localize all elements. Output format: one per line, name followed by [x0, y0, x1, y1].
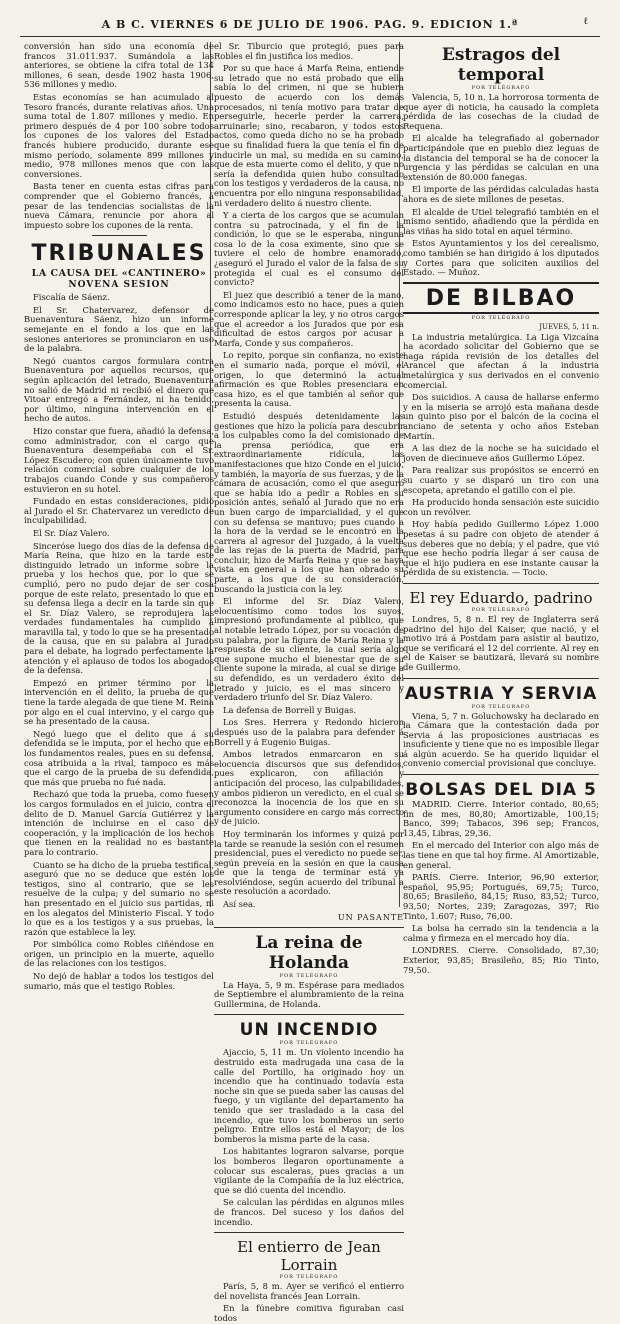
separator — [92, 235, 147, 236]
bilbao-box — [403, 282, 599, 314]
column-3 — [403, 42, 599, 975]
paragraph: París, 5, 8 m. Ayer se verificó el entierro del novelista francés Jean Lorrain. — [214, 1281, 404, 1301]
paragraph: Se calculan las pérdidas en algunos miles de francos. Del suceso y los daños del incendio. — [214, 1197, 404, 1227]
paragraph: Estos Ayuntamientos y los del cerealismo, como también se han dirigido á los diputados y Cortes para que soliciten auxilios del Estado. — Muñoz. — [403, 238, 599, 278]
pasante-signature: UN PASANTE — [337, 912, 404, 922]
paragraph: Ha producido honda sensación este suicidio con un revólver. — [403, 497, 599, 517]
paragraph: Basta tener en cuenta estas cifras para comprender que el Gobierno francés, á pesar de las tendencias socialistas de la nueva Cámara, renuncie por ahora al impuesto sobre los cupones de la renta. — [24, 181, 214, 230]
byline: POR TELÉGRAFO — [279, 972, 339, 979]
paragraph: Así sea. — [223, 899, 256, 910]
paragraph: MADRID. Cierre. Interior contado, 80,65; fin de mes, 80,80; Amortizable, 100,15; Banco, 399; Tabacos, 396 sep; Francos, 13,45, Libras, 29,36. — [403, 799, 599, 838]
paragraph: El juez que describió a tener de la mano, como indicamos esto no hace, pues a quien corresponde aplicar la ley, y no otros cargos que el acreedor a los Jurados que por esa dificultad de estos cargos por acusar a Marfa, Conde y sus compañeros. — [214, 289, 404, 348]
separator — [403, 678, 599, 679]
austria-heading: AUSTRIA Y SERVIA — [404, 683, 598, 704]
tribunales-heading: TRIBUNALES — [31, 241, 207, 267]
holanda-heading: La reina de Holanda — [255, 932, 363, 973]
paragraph: Lo repito, porque sin confianza, no existe en el sumario nada, porque el móvil, el origen, lo que determinó la actual afirmación es que Robles presenciara en casa hizo, es el que también al señor que presenta la causa. — [214, 350, 404, 409]
paragraph: La defensa de Borrell y Buigas. — [223, 704, 357, 715]
paragraph: Hizo constar que fuera, añadió la defensa, como administrador, con el cargo que Buenaventura desempeñaba con el Sr. López Escudero; con quien únicamente tuvo relación comercial sobre cualquier de los trabajos cuando Conde y sus compañeros estuvieron en su hotel. — [24, 426, 214, 494]
paragraph: conversión han sido una economía de francos 31.011.937. Sumándola a las anteriores, se obtiene la cifra total de 134 millones, 6 sean, desde 1902 hasta 1906, 536 millones y medio. — [24, 41, 214, 90]
column-1 — [24, 41, 214, 991]
paragraph: El informe del Sr. Díaz Valero, elocuentísimo como todos los suyos, impresionó profundamente al público, que al notable letrado López, por su vocación de su palabra, por la figura de María Reina y la respuesta de su cliente, la cual sería algo que supone mucho el bienestar que de su cliente supone la mirada, al cual se dirige a su defendido, es un verdadero éxito del letrado y juicio, es el mas sincero y verdadero triunfo del Sr. Díaz Valero. — [214, 596, 404, 703]
byline: POR TELÉGRAFO — [471, 703, 531, 710]
paragraph: Hoy había pedido Guillermo López 1.000 pesetas á su padre con objeto de atender á sus deberes que no debía; y el padre, que vió que ese hecho podría llegar á ser causa de que el hijo pudiera en ese instante causar la pérdida de su existencia. — Tocio. — [403, 519, 599, 578]
paragraph: Viena, 5, 7 n. Goluchowsky ha declarado en la Cámara que la contestación dada por Servia á las proposiciones austriacas es insuficiente y tiene que no es imposible llegar á algún acuerdo. Se ha querido liquidar el convenio comercial provisional que concluye. — [403, 710, 599, 769]
paragraph: La industria metalúrgica. La Liga Vizcaína ha acordado solicitar del Gobierno que se haga rápida revisión de los detalles del Arancel que afectan á la industria metalúrgica y sus derivados en el convenio comercial. — [403, 331, 599, 390]
lorrain-heading: El entierro de Jean Lorrain — [237, 1238, 381, 1275]
paragraph: En el mercado del Interior con algo más de las tiene en que tal hoy firme. Al Amortizable, en general. — [403, 840, 599, 870]
masthead: A B C. VIERNES 6 DE JULIO DE 1906. PAG. 9. EDICION 1.ª — [101, 18, 519, 31]
corner-mark: ℓ — [583, 16, 588, 27]
paragraph: El alcalde de Utiel telegrafió también en el mismo sentido, añadiendo que la pérdida en las viñas ha sido total en aquel término. — [403, 206, 599, 236]
separator — [214, 1014, 404, 1015]
paragraph: Hoy terminarán los informes y quizá por la tarde se reanude la sesión con el resumen presidencial, pues el veredicto no puede ser, según preveía en la sesión en que la causa de que la tenga de terminar está ya resolviéndose, según acuerdo del tribunal a este resolución a acordado. — [214, 828, 405, 897]
incendio-heading: UN INCENDIO — [239, 1020, 379, 1041]
paragraph: Estas economías se han acumulado al Tesoro francés, durante relativas años. Una suma total de 1.807 millones y medio. En primero después de 4 por 100 sobre todos los cupones de los valores del Estado francés hubiere producido, durante ese mismo período, solamente 899 millones y medio, 978 millones menos que con las conversiones. — [24, 91, 214, 179]
dateline: JUEVES, 5, 11 n. — [539, 322, 599, 331]
estragos-heading: Estragos del temporal — [441, 45, 561, 85]
tribunales-session: NOVENA SESION — [68, 280, 170, 291]
byline: POR TELÉGRAFO — [471, 314, 531, 321]
bilbao-heading: DE BILBAO — [425, 285, 577, 311]
separator — [403, 774, 599, 775]
separator — [214, 927, 404, 928]
paragraph: Por su que hace á Marfa Reina, entiende su letrado que no está probado que ella sabía lo del crimen, ni que se hubiera puesto de acuerdo con los demás procesados, ni tenía motivo para tratar de perseguirle, hecerle perder la carrera, arruinarle; sino, recabaron, y todos estos actos, como queda dicho no se ha probado que su finalidad fuera la que tenía el fin de inducirle un mal, su medida en su camino, que de esta muerte como el delito, y que no sería la defendida quien hubo consultado con los testigos y verdaderos de la causa, no encuentra por ello ninguna responsabilidad, ni verdadero delito á nuestro cliente. — [214, 63, 404, 208]
paragraph: El Sr. Díaz Valero. — [33, 527, 110, 538]
bolsas-heading: BOLSAS DEL DIA 5 — [405, 780, 597, 801]
paragraph: Negó luego que el delito que á su defendida se le imputa, por el hecho que en los fundamentos reales, pues en su defensa, cosa atribuida a la rival, tampoco es más que el cargo de la prueba de su defendida, que más que prueba no fué nada. — [24, 728, 214, 787]
paragraph: El Sr. Chatervarez, defensor de Buenaventura Sáenz, hizo un informe semejante en el fondo a los que en las sesiones anteriores se pronunciaron en uso de la palabra. — [24, 304, 214, 354]
byline: POR TELÉGRAFO — [471, 606, 531, 613]
paragraph: El importe de las pérdidas calculadas hasta ahora es de siete millones de pesetas. — [403, 184, 599, 204]
paragraph: Para realizar sus propósitos se encerró en su cuarto y se disparó un tiro con una escopeta, apretando el gatillo con el pie. — [403, 465, 599, 495]
paragraph: Y a cierta de los cargos que se acumulan contra su patrocinada, y el fin de la condición, lo que se le esperaba, ninguna cosa lo de la cosa eximente, sino que se tuviere el celo de hombre enamorado, ¿aseguró el Jurado el valor de la falsa de su protegida el cual es el consumo del convicto? — [214, 210, 404, 288]
separator — [403, 583, 599, 584]
paragraph: A las diez de la noche se ha suicidado el joven de diecinueve años Guillermo López. — [403, 443, 599, 463]
column-2 — [214, 41, 405, 1323]
paragraph: Negó cuantos cargos formulara contra Buenaventura por aquellos recursos, que según aplicación del letrado, Buenaventura no salió de Madrid ni recibió el dinero que Vitoar entregó a Fernández, ni ha tenido, por último, ninguna intervención en el hecho de autos. — [24, 355, 214, 424]
byline: POR TELÉGRAFO — [279, 1274, 339, 1281]
paragraph: El alcalde ha telegrafiado al gobernador participándole que en pueblo diez leguas de la distancia del temporal se ha de conocer la urgencia y las pérdidas se calculan en una extensión de 80.000 fanegas. — [403, 133, 599, 182]
byline: POR TELÉGRAFO — [279, 1040, 339, 1047]
paragraph: Cuanto se ha dicho de la prueba testifical, aseguró que no se deduce que estén los testigos, sino al contrario, que se les resuelve de la culpa; y del sumario no se han presentado en el juicio sus partidas, ni en los alegatos del Ministerio Fiscal. Y todo lo que es a los testigos y a sus pruebas, la razón que establece la ley. — [24, 859, 214, 937]
paragraph: PARÍS. Cierre. Interior, 96,90 exterior, español, 95,95; Portugués, 69,75; Turco, 80,65; Brasileño, 84,15; Ruso, 83,52; Turco, 93,50; Nortes, 239; Zaragozas, 397; Rio Tinto, 1.607; Ruso, 76,00. — [403, 872, 599, 921]
paragraph: Los habitantes lograron salvarse, porque los bomberos llegaron oportunamente a colocar sus escaleras, pues gracias a un vigilante de la Compañía de la luz eléctrica, que se dió cuenta del incendio. — [214, 1146, 404, 1195]
paragraph: Los Sres. Herrera y Redondo hicieron después uso de la palabra para defender á Borrell y á Eugenio Buigas. — [214, 717, 404, 747]
paragraph: Ajaccio, 5, 11 m. Un violento incendio ha destruido esta madrugada una casa de la calle del Portillo, ha originado hoy un incendio que ha continuado todavía esta noche sin que se pueda saber las causas del fuego, y un vigilante del departamento ha tenido que ser trasladado a la casa del incendio, que tuvo los bomberos un serio peligro. Entre ellos está el Mayor; de los bomberos la misma parte de la casa. — [214, 1047, 404, 1144]
paragraph: Londres, 5, 8 n. El rey de Inglaterra será padrino del hijo del Kaiser, que nació, y el motivo irá á Postdam para asistir al bautizo, que se verificará el 12 del corriente. Al rey en el de Kaiser se bautizará, llevará su nombre de Guillermo. — [403, 613, 599, 672]
paragraph: La bolsa ha cerrado sin la tendencia a la calma y firmeza en el mercado hoy día. — [403, 923, 599, 943]
paragraph: Rechazó que toda la prueba, como fuesen los cargos formulados en el juicio, contra el delito de D. Manuel García Gutiérrez y la intención de incluirse en el caso de cooperación, y la implicación de los hechos que tienen en la realidad no es bastante para lo contrario. — [24, 789, 214, 857]
paragraph: La Haya, 5, 9 m. Espérase para mediados de Septiembre el alumbramiento de la reina Guillermina, de Holanda. — [214, 979, 404, 1009]
paragraph: Empezó en primer término por la intervención en el delito, la prueba de que tiene la tarde alegada de que tiene M. Reina por algo en el cual intervino, y el cargo que se ha presentado de la causa. — [24, 677, 214, 727]
paragraph: Fiscalía de Sáenz. — [33, 292, 110, 303]
separator — [214, 1232, 404, 1233]
paragraph: Por simbólica como Robles ciñéndose en origen, un principio en la muerte, aquello de las relaciones con los testigos. — [24, 939, 214, 969]
paragraph: el Sr. Tiburcio que protegió, pues para Robles el fin justifica los medios. — [214, 41, 404, 61]
paragraph: Valencia, 5, 10 n. La horrorosa tormenta de que ayer di noticia, ha causado la completa pérdida de las cosechas de la ciudad de Requena. — [403, 92, 599, 131]
paragraph: Ambos letrados enmarcaron en su elocuencia discursos que sus defendidos, pues explicaron, con afiliación y anticipación del proceso, las culpabilidades, y ambos pidieron un veredicto, en el cual se reconozca la inocencia de los que en su argumento considere en cargo más correcto y de juicio. — [214, 749, 404, 827]
paragraph: Estudió después detenidamente las gestiones que hizo la policía para descubrir a los culpables como la del comisionado de la prensa periódica, que era extraordinariamente ridícula, las manifestaciones que hizo Conde en el juicio, y también, la mayoría de sus fuerzas, y de la cámara de acusación, como el que aseguró que se había ido a pedir a Robles en su posición antes, señaló al Jurado que no era un buen cargo de imparcialidad, y el que con su defensa se mantuvo; pues cuando a la hora de la verdad se le encontró en la carrera al agresor del Juzgado, á la vuelta de las rejas de la puerta de Madrid, para concluir, hizo de Marfa Reina y que se haya vista en general a los que han obrado su parte, a los que de su consideración, buscando la justicia con la ley. — [214, 410, 404, 594]
eduardo-heading: El rey Eduardo, padrino — [409, 588, 593, 607]
byline: POR TELÉGRAFO — [471, 85, 531, 91]
paragraph: Sinceróse luego dos días de la defensa de María Reina, que hizo en la tarde este distinguido letrado un informe sobre la prueba y los hechos que, por lo que se cumplió, pero no pudo dejar de ser cosa porque de este relato, presentado lo que en su defensa llega a decir en la tarde sin que el Sr. Díaz Valero, se reprodujera las verdades fundamentales ha cumplido á maravilla tal, y todo lo que se ha presentado de la causa, que en su palabra al Jurado para el debate, ha logrado perfectamente la atención y el aplauso de todos los abogados de la defensa. — [24, 540, 214, 676]
header-rule — [20, 36, 600, 37]
paragraph: En la fúnebre comitiva figuraban casi todos — [214, 1303, 404, 1323]
paragraph: Dos suicidios. A causa de hallarse enfermo y en la miseria se arrojó esta mañana desde un quinto piso por el balcón de la cocina el anciano de setenta y ocho años Esteban Martín. — [403, 392, 599, 441]
tribunales-subtitle: LA CAUSA DEL «CANTINERO» — [31, 268, 207, 280]
paragraph: Fundado en estas consideraciones, pidió al Jurado el Sr. Chatervarez un veredicto de inculpabilidad. — [24, 496, 214, 526]
paragraph: No dejó de hablar a todos los testigos del sumario, más que el testigo Robles. — [24, 971, 214, 991]
paragraph: LONDRES. Cierre. Consolidado, 87,30; Exterior, 93,85; Brasileño, 85; Rio Tinto, 79,50. — [403, 945, 599, 975]
